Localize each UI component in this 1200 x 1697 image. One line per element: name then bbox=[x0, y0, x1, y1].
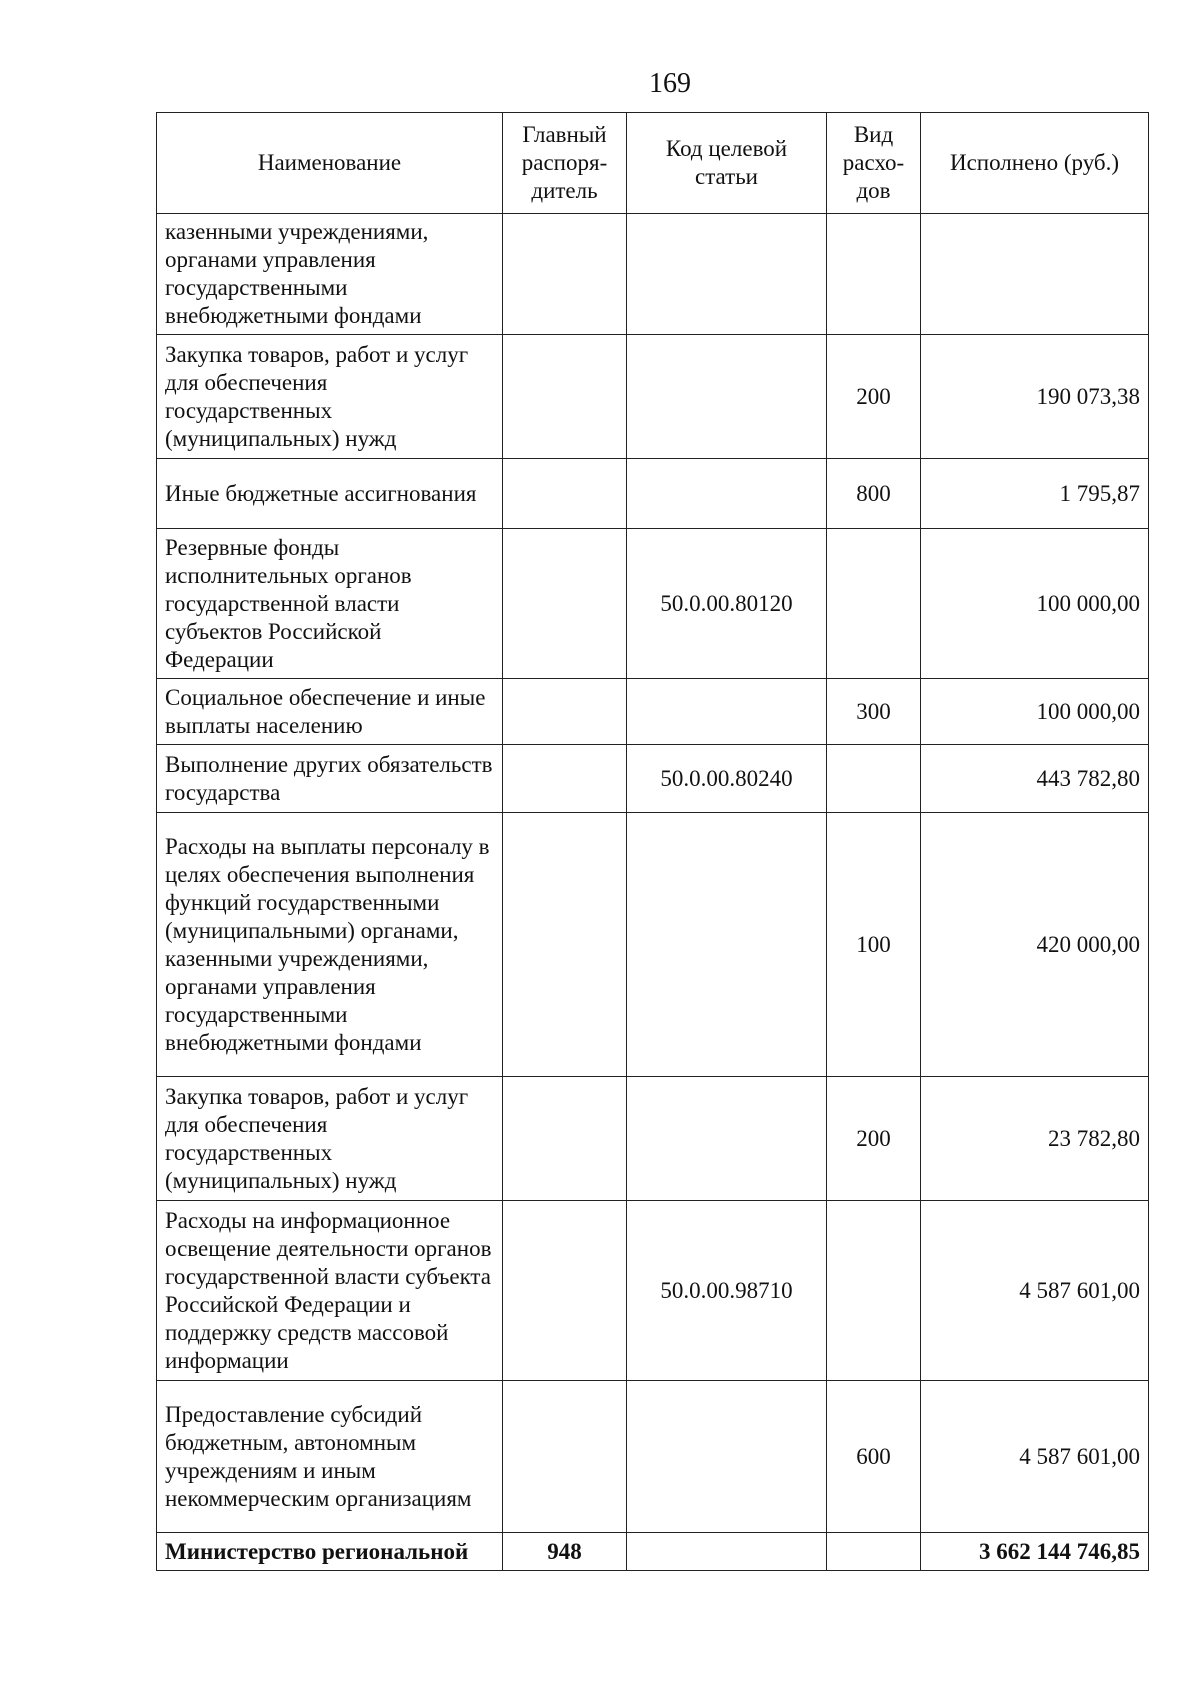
cell-isp: 100 000,00 bbox=[921, 529, 1149, 679]
cell-isp: 1 795,87 bbox=[921, 459, 1149, 529]
cell-kod: 50.0.00.80240 bbox=[627, 745, 827, 813]
header-vid: Вид расхо-дов bbox=[827, 113, 921, 214]
table-row bbox=[157, 529, 1149, 679]
page-number: 169 bbox=[649, 68, 691, 99]
cell-glav bbox=[503, 1077, 627, 1201]
total-name: Министерство региональной bbox=[157, 1533, 503, 1571]
cell-vid bbox=[827, 745, 921, 813]
cell-isp: 4 587 601,00 bbox=[921, 1381, 1149, 1533]
total-vid bbox=[827, 1533, 921, 1571]
cell-glav bbox=[503, 459, 627, 529]
cell-glav bbox=[503, 214, 627, 335]
cell-kod bbox=[627, 1381, 827, 1533]
cell-vid: 200 bbox=[827, 335, 921, 459]
total-isp: 3 662 144 746,85 bbox=[921, 1533, 1149, 1571]
cell-name: Резервные фонды исполнительных органов государственной власти субъектов Российской Федерации bbox=[157, 529, 503, 679]
cell-glav bbox=[503, 335, 627, 459]
cell-vid: 100 bbox=[827, 813, 921, 1077]
cell-kod: 50.0.00.80120 bbox=[627, 529, 827, 679]
cell-name: Выполнение других обязательств государства bbox=[157, 745, 503, 813]
cell-vid: 600 bbox=[827, 1381, 921, 1533]
cell-isp: 100 000,00 bbox=[921, 679, 1149, 745]
table-row bbox=[157, 459, 1149, 529]
cell-glav bbox=[503, 745, 627, 813]
cell-vid bbox=[827, 214, 921, 335]
cell-glav bbox=[503, 813, 627, 1077]
cell-glav bbox=[503, 529, 627, 679]
cell-kod: 50.0.00.98710 bbox=[627, 1201, 827, 1381]
table-row bbox=[157, 1201, 1149, 1381]
total-row bbox=[157, 1533, 1149, 1571]
cell-isp: 420 000,00 bbox=[921, 813, 1149, 1077]
cell-isp: 23 782,80 bbox=[921, 1077, 1149, 1201]
cell-kod bbox=[627, 459, 827, 529]
cell-kod bbox=[627, 679, 827, 745]
cell-vid: 200 bbox=[827, 1077, 921, 1201]
cell-vid: 300 bbox=[827, 679, 921, 745]
table-row bbox=[157, 335, 1149, 459]
table-row bbox=[157, 214, 1149, 335]
header-name: Наименование bbox=[157, 113, 503, 214]
cell-glav bbox=[503, 679, 627, 745]
header-kod: Код целевой статьи bbox=[627, 113, 827, 214]
cell-name: Закупка товаров, работ и услуг для обеспечения государственных (муниципальных) нужд bbox=[157, 335, 503, 459]
table-row bbox=[157, 1077, 1149, 1201]
table-row bbox=[157, 1381, 1149, 1533]
table-row bbox=[157, 745, 1149, 813]
header-row bbox=[157, 113, 1149, 214]
cell-isp: 443 782,80 bbox=[921, 745, 1149, 813]
cell-kod bbox=[627, 335, 827, 459]
cell-name: Иные бюджетные ассигнования bbox=[157, 459, 503, 529]
total-glav: 948 bbox=[503, 1533, 627, 1571]
table-row bbox=[157, 679, 1149, 745]
cell-glav bbox=[503, 1201, 627, 1381]
cell-isp: 190 073,38 bbox=[921, 335, 1149, 459]
cell-kod bbox=[627, 214, 827, 335]
header-isp: Исполнено (руб.) bbox=[921, 113, 1149, 214]
cell-glav bbox=[503, 1381, 627, 1533]
budget-table bbox=[156, 112, 1149, 1571]
cell-isp: 4 587 601,00 bbox=[921, 1201, 1149, 1381]
cell-name: Закупка товаров, работ и услуг для обеспечения государственных (муниципальных) нужд bbox=[157, 1077, 503, 1201]
cell-vid bbox=[827, 529, 921, 679]
cell-vid bbox=[827, 1201, 921, 1381]
cell-name: Социальное обеспечение и иные выплаты населению bbox=[157, 679, 503, 745]
total-kod bbox=[627, 1533, 827, 1571]
cell-isp bbox=[921, 214, 1149, 335]
cell-vid: 800 bbox=[827, 459, 921, 529]
cell-kod bbox=[627, 1077, 827, 1201]
cell-name: Расходы на выплаты персоналу в целях обеспечения выполнения функций государственными (муниципальными) органами, казенными учреждениями, органами управления государственными внебюджетными фондами bbox=[157, 813, 503, 1077]
cell-name: Расходы на информационное освещение деятельности органов государственной власти субъекта Российской Федерации и поддержку средств массовой информации bbox=[157, 1201, 503, 1381]
table-row bbox=[157, 813, 1149, 1077]
cell-kod bbox=[627, 813, 827, 1077]
header-glav: Главный распоря-дитель bbox=[503, 113, 627, 214]
cell-name: казенными учреждениями, органами управления государственными внебюджетными фондами bbox=[157, 214, 503, 335]
cell-name: Предоставление субсидий бюджетным, автономным учреждениям и иным некоммерческим организациям bbox=[157, 1381, 503, 1533]
